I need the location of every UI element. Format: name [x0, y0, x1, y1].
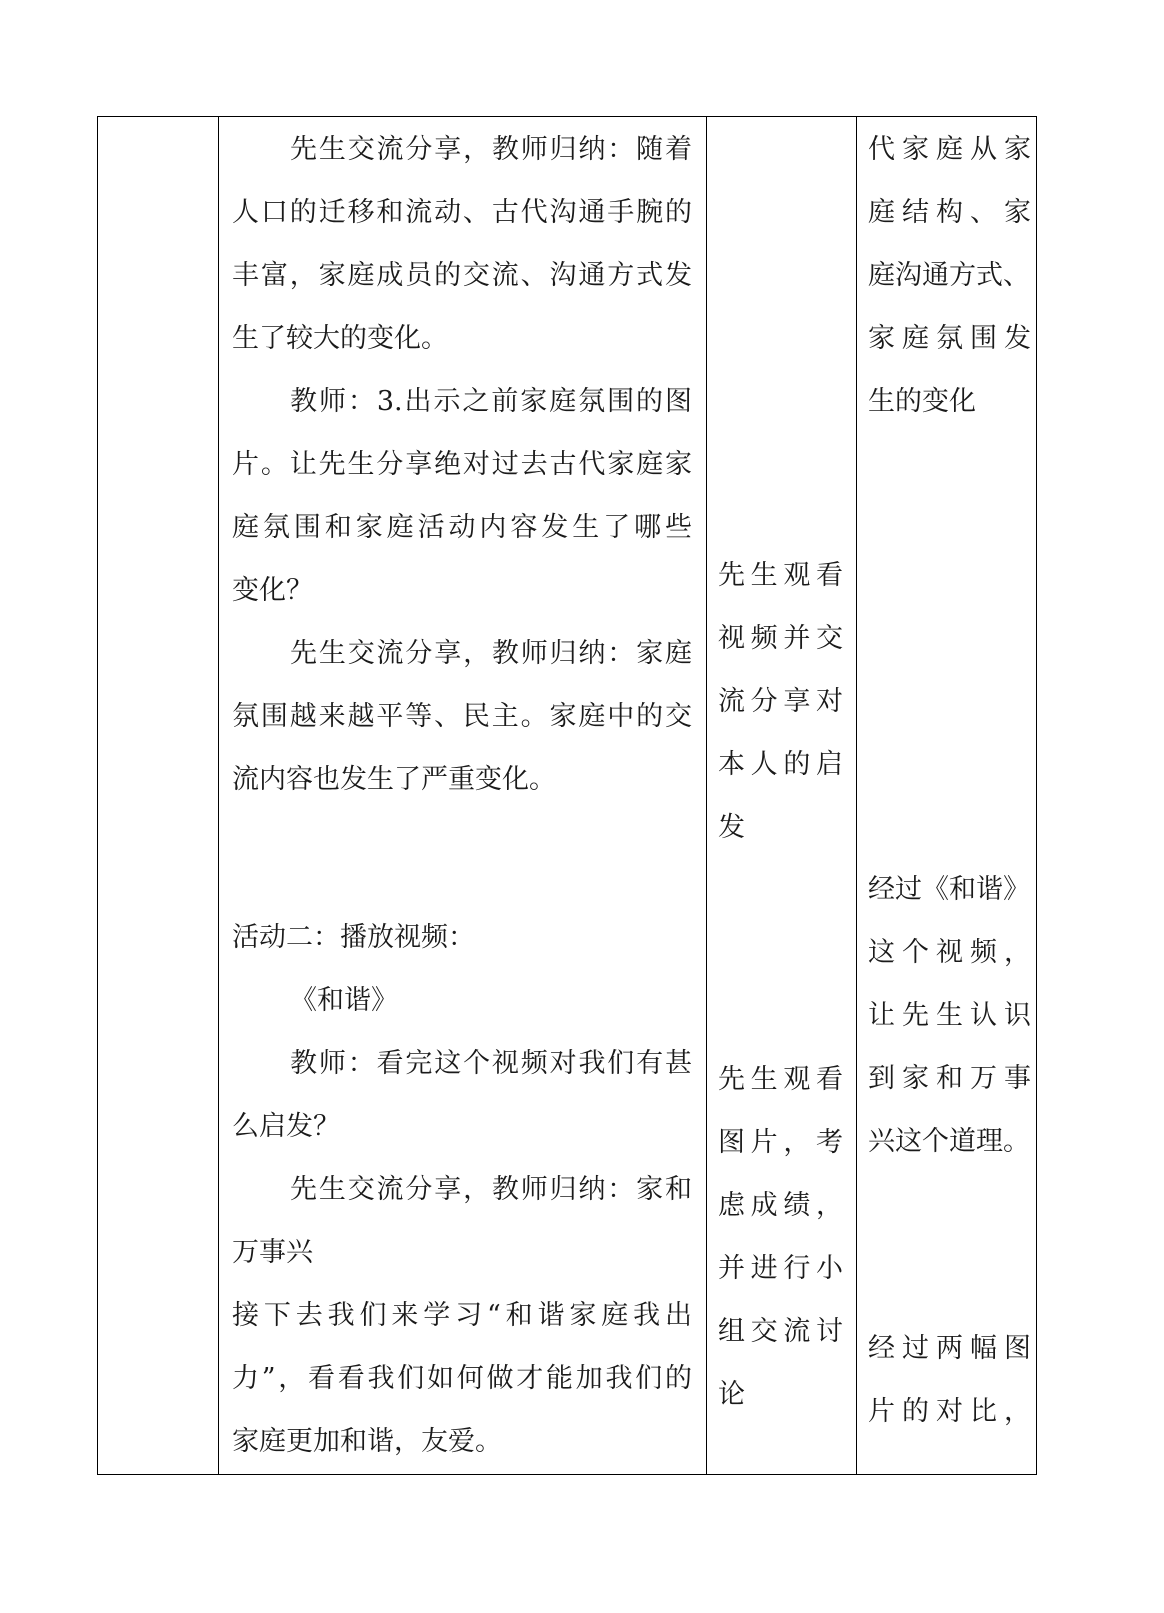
student-text-line: 视频并交 [718, 623, 843, 654]
intent-text-line: 这个视频， [868, 937, 1031, 968]
intent-block [868, 858, 1031, 1173]
activity-text-line: 氛围越来越平等、民主。家庭中的交 [232, 701, 692, 732]
student-text-line: 先生观看 [718, 560, 843, 591]
activity-text-line: 先生交流分享，教师归纳：随着 [290, 134, 692, 165]
intent-text-line: 家庭氛围发 [868, 323, 1031, 354]
activity-text-line: 么启发？ [232, 1111, 340, 1142]
activity-heading: 活动二：播放视频： [232, 922, 475, 953]
student-text-line: 并进行小 [718, 1253, 843, 1284]
activity-text-line: 流内容也发生了严重变化。 [232, 764, 556, 795]
empty-cell [98, 117, 218, 1474]
student-text-line: 组交流讨 [718, 1316, 843, 1347]
intent-text-line: 片的对比， [868, 1396, 1031, 1427]
activity-text-line: 人口的迁移和流动、古代沟通手腕的 [232, 197, 692, 228]
student-text-line: 图片，考 [718, 1127, 843, 1158]
activity-text-line: 教师：3.出示之前家庭氛围的图 [290, 386, 692, 417]
intent-text-line: 代家庭从家 [868, 134, 1031, 165]
activity-text-line: 力”，看看我们如何做才能加我们的 [232, 1363, 692, 1394]
student-text-line: 虑成绩， [718, 1190, 843, 1221]
student-text-line: 本人的启 [718, 749, 843, 780]
video-title: 《和谐》 [290, 985, 398, 1016]
activity-text-line: 家庭更加和谐，友爱。 [232, 1426, 502, 1457]
column-divider [856, 117, 858, 1474]
student-text-line: 先生观看 [718, 1064, 843, 1095]
intent-text-line: 经过《和谐》 [868, 874, 1030, 905]
activity-text-line: 接下去我们来学习“和谐家庭我出 [232, 1300, 692, 1331]
intent-text-line: 到家和万事 [868, 1063, 1031, 1094]
student-text-line: 发 [718, 812, 745, 843]
activity-text-line: 生了较大的变化。 [232, 323, 448, 354]
intent-text-line: 让先生认识 [868, 1000, 1031, 1031]
activity-block [232, 906, 692, 1473]
intent-block [868, 1317, 1031, 1443]
activity-text-line: 庭氛围和家庭活动内容发生了哪些 [232, 512, 692, 543]
intent-text-line: 庭结构、家 [868, 197, 1031, 228]
activity-text-line: 丰富，家庭成员的交流、沟通方式发 [232, 260, 692, 291]
activity-text-line: 变化？ [232, 575, 313, 606]
student-text-line: 流分享对 [718, 686, 843, 717]
column-divider [706, 117, 708, 1474]
intent-text-line: 兴这个道理。 [868, 1126, 1030, 1157]
student-text-line: 论 [718, 1379, 745, 1410]
activity-text-line: 片。让先生分享绝对过去古代家庭家 [232, 449, 692, 480]
column-divider [218, 117, 220, 1474]
activity-text-line: 先生交流分享，教师归纳：家庭 [290, 638, 692, 669]
intent-block [868, 118, 1031, 433]
intent-text-line: 生的变化 [868, 386, 976, 417]
activity-text-line: 万事兴 [232, 1237, 313, 1268]
activity-block [232, 118, 692, 811]
activity-text-line: 教师：看完这个视频对我们有甚 [290, 1048, 692, 1079]
student-block [718, 544, 843, 859]
activity-text-line: 先生交流分享，教师归纳：家和 [290, 1174, 692, 1205]
intent-text-line: 经过两幅图 [868, 1333, 1031, 1364]
intent-text-line: 庭沟通方式、 [868, 260, 1030, 291]
student-block [718, 1048, 843, 1426]
